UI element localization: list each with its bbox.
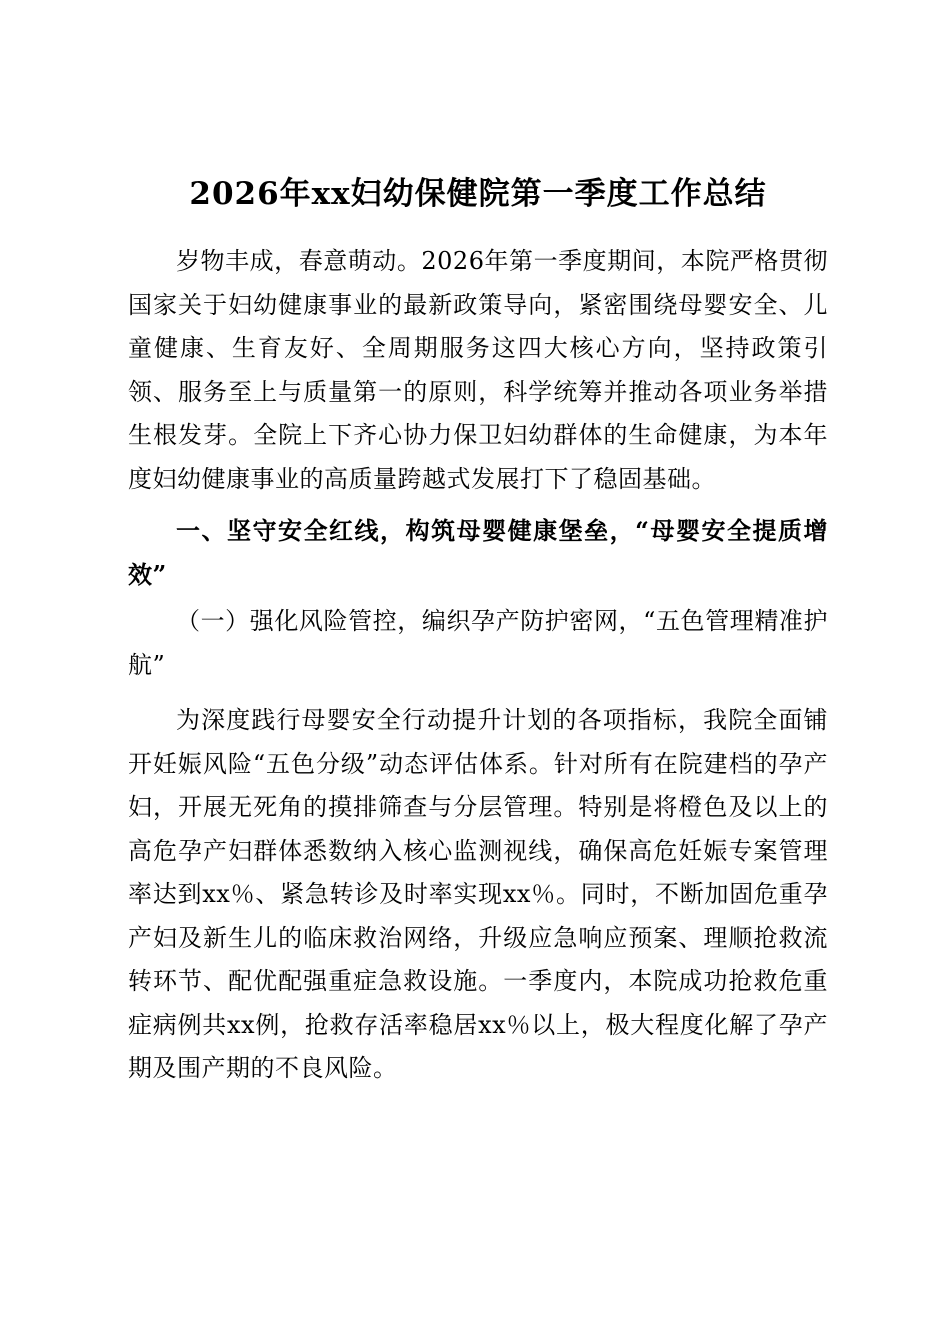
intro-paragraph: 岁物丰成，春意萌动。2026年第一季度期间，本院严格贯彻国家关于妇幼健康事业的最新政策导向，紧密围绕母婴安全、儿童健康、生育友好、全周期服务这四大核心方向，坚持政策引领、服务至上与质量第一的原则，科学统筹并推动各项业务举措生根发芽。全院上下齐心协力保卫妇幼群体的生命健康，为本年度妇幼健康事业的高质量跨越式发展打下了稳固基础。: [128, 247, 828, 493]
section-1-heading: 一、坚守安全红线，构筑母婴健康堡垒，“母婴安全提质增效”: [128, 516, 828, 589]
subsection-1-heading: （一）强化风险管控，编织孕产防护密网，“五色管理精准护航”: [128, 607, 828, 679]
subsection-1-paragraph: 为深度践行母婴安全行动提升计划的各项指标，我院全面铺开妊娠风险“五色分级”动态评估体系。针对所有在院建档的孕产妇，开展无死角的摸排筛查与分层管理。特别是将橙色及以上的高危孕产妇群体悉数纳入核心监测视线，确保高危妊娠专案管理率达到xx％、紧急转诊及时率实现xx％。同时，不断加固危重孕产妇及新生儿的临床救治网络，升级应急响应预案、理顺抢救流转环节、配优配强重症急救设施。一季度内，本院成功抢救危重症病例共xx例，抢救存活率稳居xx％以上，极大程度化解了孕产期及围产期的不良风险。: [128, 706, 828, 1082]
document-title: 2026年xx妇幼保健院第一季度工作总结: [189, 176, 767, 212]
document-body: [128, 168, 828, 1091]
